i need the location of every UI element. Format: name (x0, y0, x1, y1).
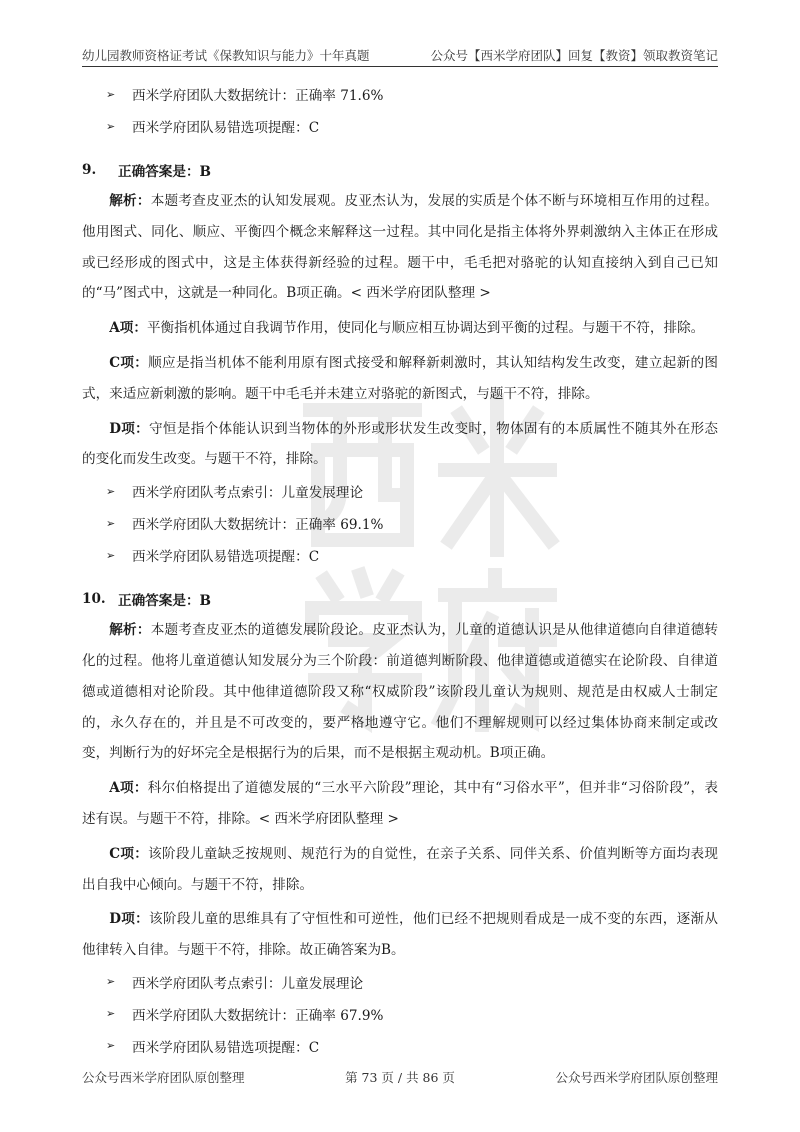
bullet-item (82, 110, 718, 142)
bullet-item (82, 998, 718, 1030)
analysis-label: 解析： (109, 193, 151, 209)
page-content (82, 78, 718, 1062)
arrow-right-icon: ➢ (106, 484, 116, 498)
option-text: 该阶段儿童的思维具有了守恒性和可逆性，他们已经不把规则看成是一成不变的东西，逐渐从他律转入自律。与题干不符，排除。故正确答案为B。 (82, 911, 719, 959)
footer-right: 公众号西米学府团队原创整理 (555, 1070, 718, 1085)
bullet-item (82, 78, 718, 110)
option-a (82, 313, 718, 344)
question-number: 9. (82, 162, 97, 178)
bullet-item (82, 1030, 718, 1062)
arrow-right-icon: ➢ (106, 87, 116, 101)
arrow-right-icon: ➢ (106, 975, 116, 989)
bullet-text: 西米学府团队大数据统计：正确率 69.1% (132, 517, 384, 534)
option-text: 顺应是指当机体不能利用原有图式接受和解释新刺激时，其认知结构发生改变，建立起新的图式，来适应新刺激的影响。题干中毛毛并未建立对骆驼的新图式，与题干不符，排除。 (82, 354, 718, 402)
page-footer (82, 1068, 718, 1086)
analysis-text: 本题考查皮亚杰的认知发展观。皮亚杰认为，发展的实质是个体不断与环境相互作用的过程。他用图式、同化、顺应、平衡四个概念来解释这一过程。其中同化是指主体将外界刺激纳入主体正在形成或已经形成的图式中，这是主体获得新经验的过程。题干中，毛毛把对骆驼的认知直接纳入到自己已知的“马”图式中，这就是一种同化。B项正确。< 西米学府团队整理 > (82, 193, 719, 302)
answer-text: 正确答案是：B (118, 593, 212, 610)
arrow-right-icon: ➢ (106, 516, 116, 530)
bullet-item (82, 475, 718, 507)
header-left: 幼儿园教师资格证考试《保教知识与能力》十年真题 (82, 48, 370, 63)
bullet-item (82, 966, 718, 998)
bullet-text: 西米学府团队易错选项提醒：C (132, 120, 320, 136)
answer-text: 正确答案是：B (118, 164, 212, 180)
option-text: 守恒是指个体能认识到当物体的外形或形状发生改变时，物体固有的本质属性不随其外在形态的变化而发生改变。与题干不符，排除。 (82, 420, 719, 468)
option-label: D项： (109, 420, 150, 437)
header-right: 公众号【西米学府团队】回复【教资】领取教资笔记 (430, 48, 718, 63)
arrow-right-icon: ➢ (106, 119, 116, 133)
footer-left: 公众号西米学府团队原创整理 (82, 1070, 245, 1085)
question-9-analysis (82, 186, 718, 309)
option-c (82, 348, 718, 410)
bullet-item (82, 539, 718, 571)
question-number: 10. (82, 591, 106, 608)
option-label: C项： (109, 845, 149, 862)
bullet-text: 西米学府团队考点索引：儿童发展理论 (132, 975, 364, 992)
arrow-right-icon: ➢ (106, 1039, 116, 1053)
bullet-text: 西米学府团队易错选项提醒：C (132, 1039, 320, 1056)
option-label: A项： (109, 780, 148, 797)
bullet-text: 西米学府团队考点索引：儿童发展理论 (132, 485, 364, 502)
bullet-text: 西米学府团队大数据统计：正确率 67.9% (132, 1007, 384, 1024)
option-label: A项： (109, 320, 147, 337)
option-d (82, 414, 718, 476)
bullet-item (82, 507, 718, 539)
page-header (82, 40, 718, 64)
question-10-title (82, 583, 718, 615)
option-d (82, 904, 718, 966)
option-text: 平衡指机体通过自我调节作用，使同化与顺应相互协调达到平衡的过程。与题干不符，排除。 (146, 320, 705, 337)
option-a (82, 773, 718, 835)
page-number: 第 73 页 / 共 86 页 (345, 1070, 455, 1085)
analysis-label: 解析： (109, 622, 151, 639)
option-label: D项： (109, 911, 150, 928)
header-divider (82, 66, 718, 67)
option-text: 科尔伯格提出了道德发展的“三水平六阶段”理论，其中有“习俗水平”，但并非“习俗阶段”，表述有误。与题干不符，排除。< 西米学府团队整理 > (82, 780, 718, 827)
bullet-text: 西米学府团队易错选项提醒：C (132, 549, 320, 566)
option-c (82, 839, 718, 901)
arrow-right-icon: ➢ (106, 1007, 116, 1021)
question-9-title (82, 154, 718, 186)
option-label: C项： (109, 354, 149, 371)
option-text: 该阶段儿童缺乏按规则、规范行为的自觉性，在亲子关系、同伴关系、价值判断等方面均表现出自我中心倾向。与题干不符，排除。 (82, 845, 718, 893)
arrow-right-icon: ➢ (106, 548, 116, 562)
analysis-text: 本题考查皮亚杰的道德发展阶段论。皮亚杰认为，儿童的道德认识是从他律道德向自律道德转化的过程。他将儿童道德认知发展分为三个阶段：前道德判断阶段、他律道德或道德实在论阶段、自律道德或道德相对论阶段。其中他律道德阶段又称“权威阶段”该阶段儿童认为规则、规范是由权威人士制定的，永久存在的，并且是不可改变的，要严格地遵守它。他们不理解规则可以经过集体协商来制定或改变，判断行为的好坏完全是根据行为的后果，而不是根据主观动机。B项正确。 (82, 622, 719, 762)
question-10-analysis (82, 615, 718, 769)
bullet-text: 西米学府团队大数据统计：正确率 71.6% (132, 88, 384, 104)
